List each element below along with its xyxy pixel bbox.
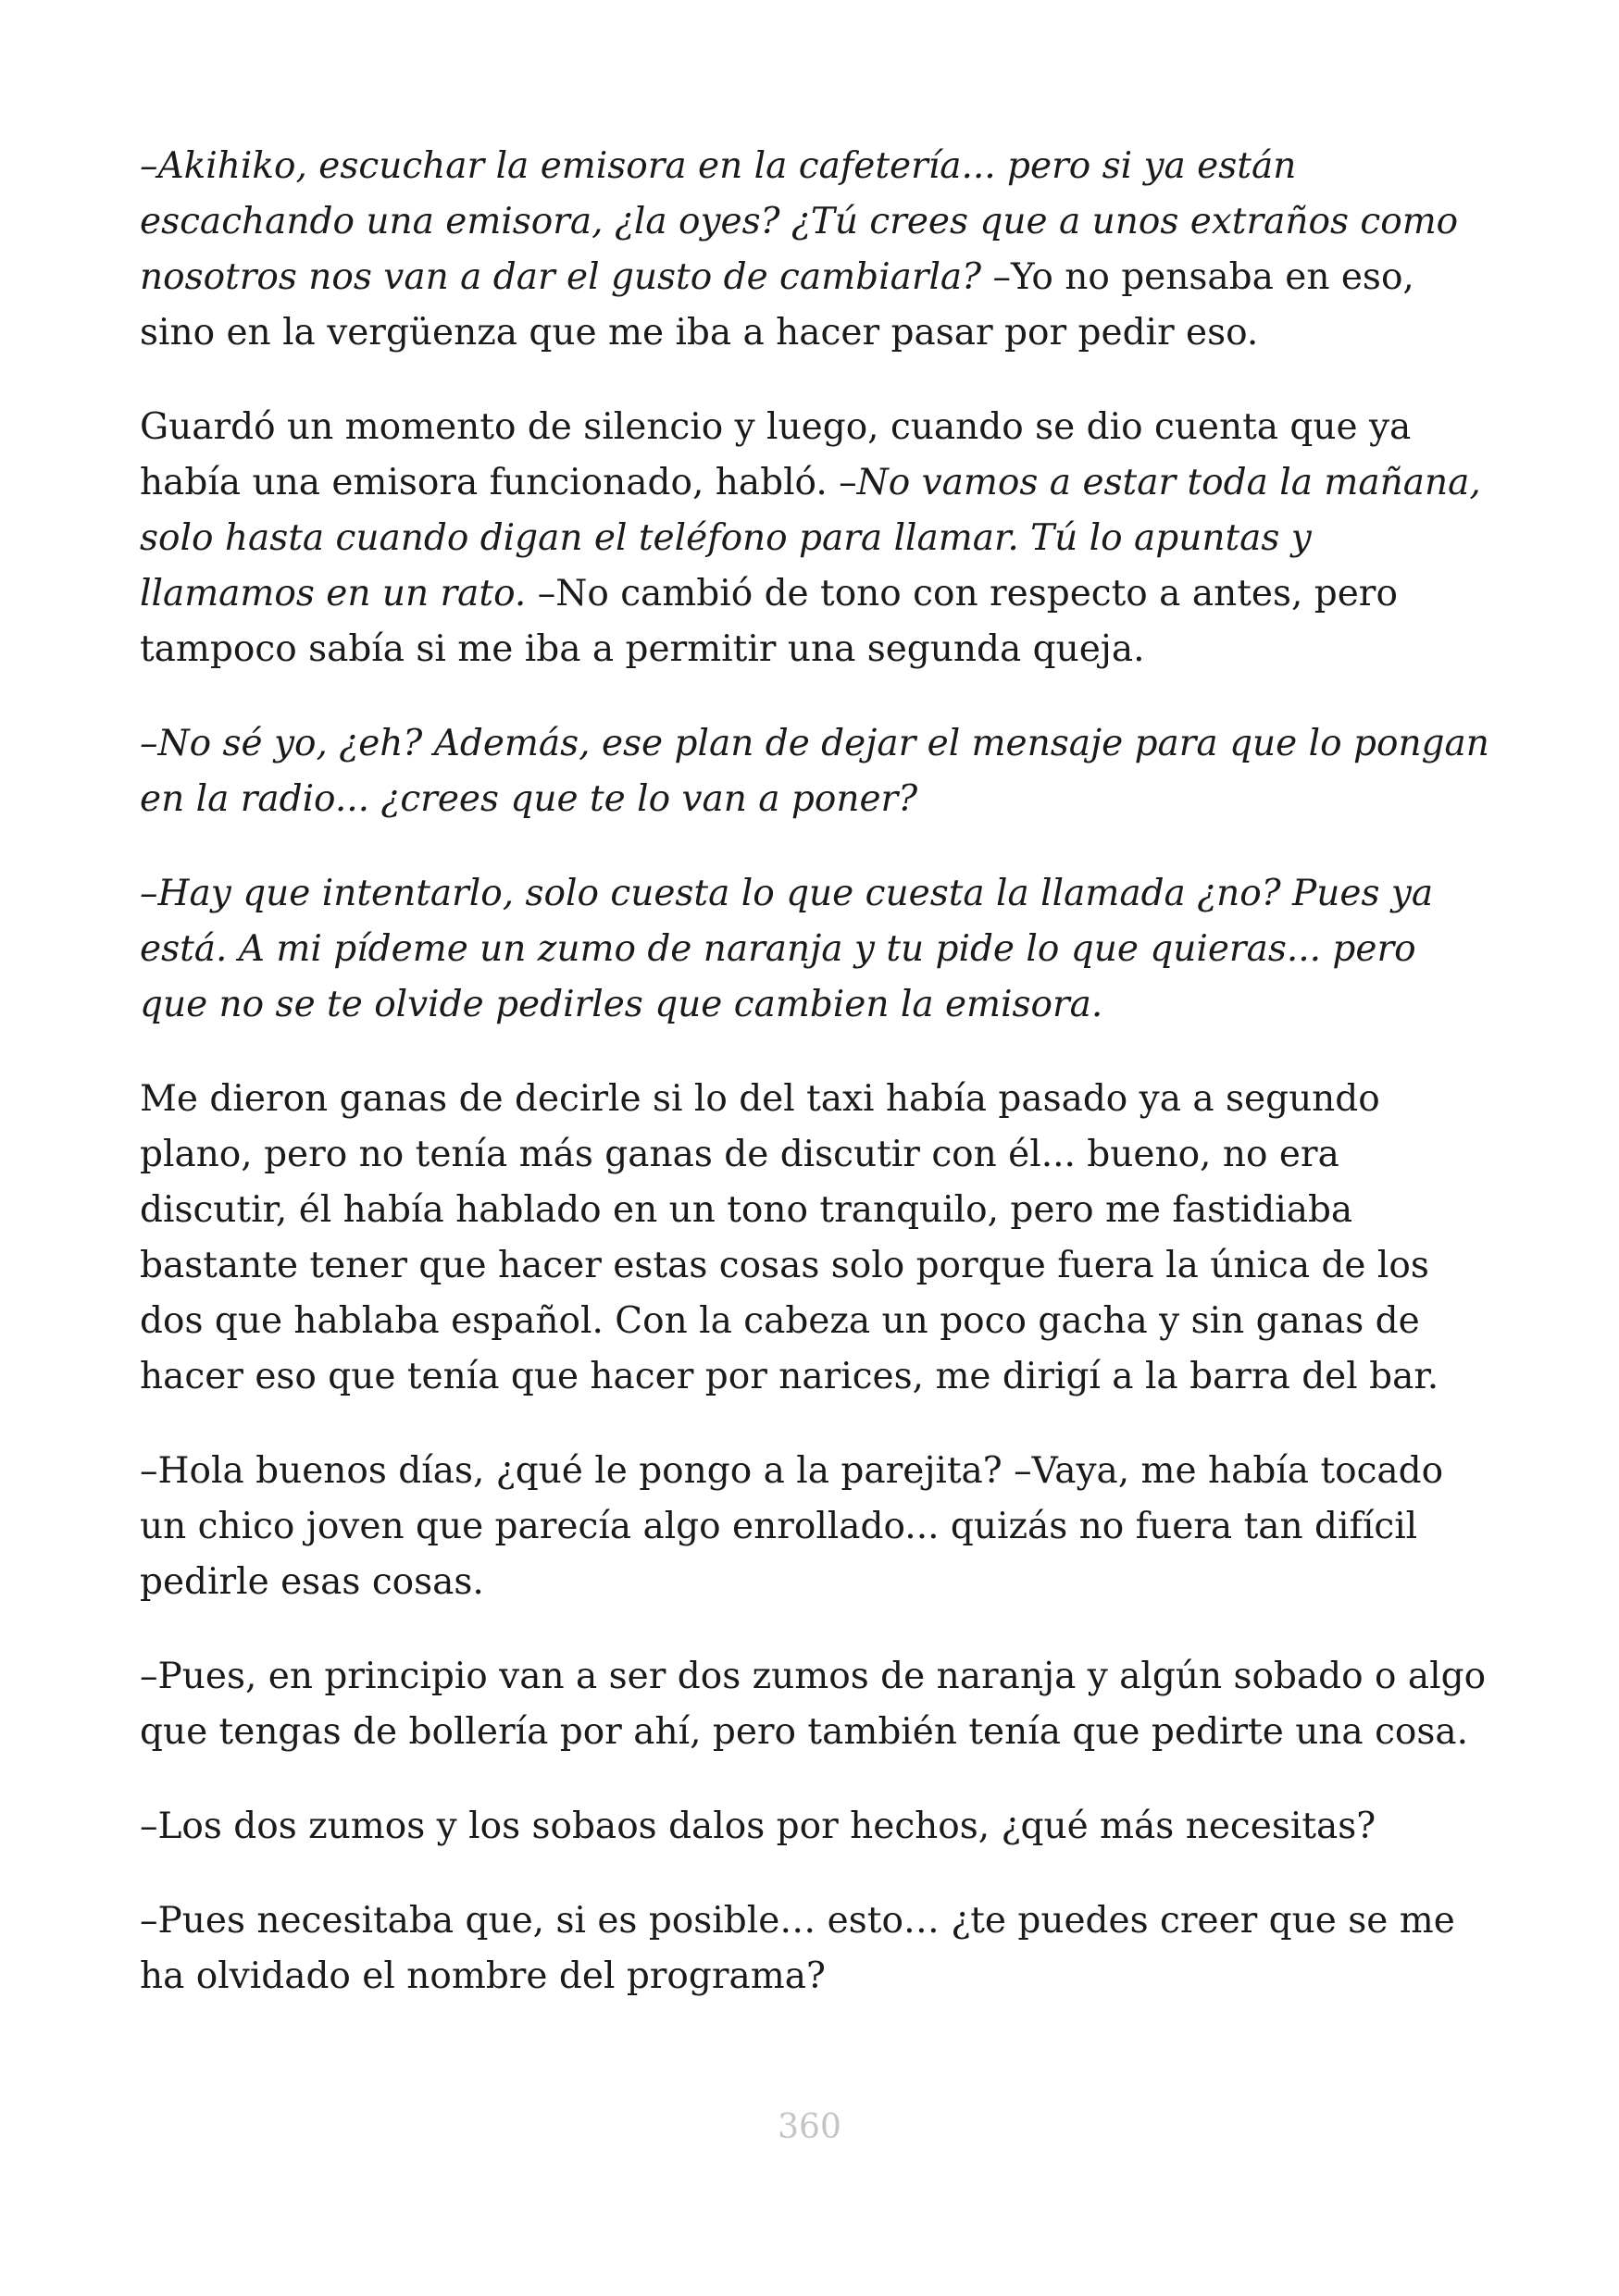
paragraph-1-segment-1: –Akihiko, escuchar la emisora en la cafetería... pero si ya están escachando una emisora, ¿la oyes? ¿Tú crees que a unos extraños como nosotros nos van a dar el gusto de cambiarla?	[140, 145, 1459, 298]
paragraph-3-segment-1: –No sé yo, ¿eh? Además, ese plan de dejar el mensaje para que lo pongan en la radio... ¿crees que te lo van a poner?	[140, 723, 1489, 820]
paragraph-2-segment-3: –No cambió de tono con respecto a antes, pero tampoco sabía si me iba a permitir una segunda queja.	[140, 573, 1398, 670]
paragraph-1-segment-2: –Yo no pensaba en eso, sino en la vergüenza que me iba a hacer pasar por pedir eso.	[140, 256, 1414, 354]
paragraph-7-segment-1: –Pues, en principio van a ser dos zumos de naranja y algún sobado o algo que tengas de bollería por ahí, pero también tenía que pedirte una cosa.	[140, 1656, 1487, 1753]
paragraph-4	[140, 866, 1489, 1033]
page-number: 360	[778, 2108, 841, 2146]
paragraph-8-segment-1: –Los dos zumos y los sobaos dalos por hechos, ¿qué más necesitas?	[140, 1806, 1376, 1847]
paragraph-8	[140, 1799, 1489, 1855]
paragraph-2-segment-2: No vamos a estar toda la mañana, solo hasta cuando digan el teléfono para llamar. Tú lo apuntas y llamamos en un rato.	[140, 462, 1481, 614]
paragraph-9-segment-1: –Pues necesitaba que, si es posible… esto… ¿te puedes creer que se me ha olvidado el nombre del programa?	[140, 1900, 1455, 1997]
paragraph-5-segment-1: Me dieron ganas de decirle si lo del taxi había pasado ya a segundo plano, pero no tenía más ganas de discutir con él... bueno, no era discutir, él había hablado en un tono tranquilo, pero me fastidiaba bastante tener que hacer estas cosas solo porque fuera la única de los dos que hablaba español. Con la cabeza un poco gacha y sin ganas de hacer eso que tenía que hacer por narices, me dirigí a la barra del bar.	[140, 1078, 1439, 1397]
paragraph-2	[140, 400, 1489, 677]
paragraph-6	[140, 1444, 1489, 1610]
paragraph-7	[140, 1649, 1489, 1760]
paragraph-9	[140, 1893, 1489, 2004]
paragraph-2-segment-1: Guardó un momento de silencio y luego, cuando se dio cuenta que ya había una emisora funcionado, habló. –	[140, 406, 1412, 503]
paragraph-3	[140, 716, 1489, 827]
paragraph-6-segment-1: –Hola buenos días, ¿qué le pongo a la parejita? –Vaya, me había tocado un chico joven que parecía algo enrollado... quizás no fuera tan difícil pedirle esas cosas.	[140, 1450, 1444, 1603]
page-body-text	[140, 139, 1489, 2043]
paragraph-5	[140, 1072, 1489, 1405]
paragraph-1	[140, 139, 1489, 361]
paragraph-4-segment-1: –Hay que intentarlo, solo cuesta lo que cuesta la llamada ¿no? Pues ya está. A mi pídeme un zumo de naranja y tu pide lo que quieras... pero que no se te olvide pedirles que cambien la emisora.	[140, 873, 1434, 1025]
